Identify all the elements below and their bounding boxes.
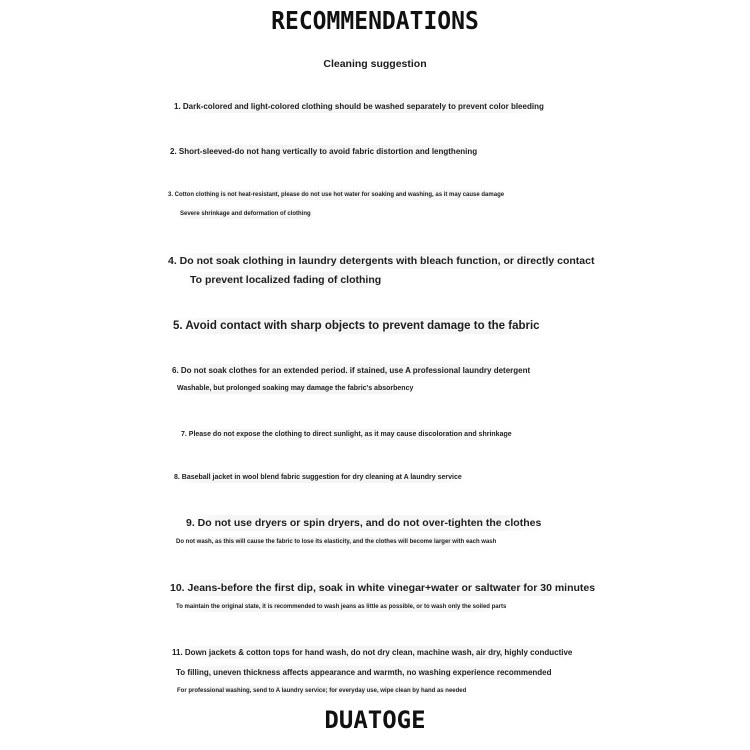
recommendation-6-line-1: 6. Do not soak clothes for an extended period. if stained, use A professional laundry detergent (168, 364, 534, 377)
section-subtitle: Cleaning suggestion (323, 58, 427, 70)
recommendation-1-line-1: 1. Dark-colored and light-colored clothing should be washed separately to prevent color bleeding (170, 100, 548, 113)
recommendation-5-line-1: 5. Avoid contact with sharp objects to prevent damage to the fabric (169, 318, 544, 334)
recommendation-4-line-2: To prevent localized fading of clothing (186, 272, 385, 288)
recommendation-7-line-1: 7. Please do not expose the clothing to direct sunlight, as it may cause discoloration and shrinkage (177, 429, 516, 440)
brand-name: DUATOGE (324, 706, 426, 734)
recommendation-3-line-1: 3. Cotton clothing is not heat-resistant, please do not use hot water for soaking and washing, as it may cause damage (164, 190, 508, 200)
recommendation-11-line-1: 11. Down jackets & cotton tops for hand wash, do not dry clean, machine wash, air dry, highly conductive (168, 646, 576, 659)
recommendation-3-line-2: Severe shrinkage and deformation of clothing (176, 209, 315, 219)
recommendation-6-line-2: Washable, but prolonged soaking may damage the fabric's absorbency (173, 383, 417, 394)
recommendation-9-line-2: Do not wash, as this will cause the fabric to lose its elasticity, and the clothes will become larger with each wash (172, 537, 500, 547)
recommendation-10-line-2: To maintain the original state, it is recommended to wash jeans as little as possible, or to wash only the soiled parts (172, 602, 510, 612)
recommendation-4-line-1: 4. Do not soak clothing in laundry detergents with bleach function, or directly contact (164, 253, 598, 269)
page-title: RECOMMENDATIONS (271, 6, 479, 35)
recommendation-2-line-1: 2. Short-sleeved-do not hang vertically to avoid fabric distortion and lengthening (166, 145, 481, 158)
recommendation-11-line-2: To filling, uneven thickness affects appearance and warmth, no washing experience recommended (172, 666, 556, 679)
recommendation-11-line-3: For professional washing, send to A laundry service; for everyday use, wipe clean by hand as needed (173, 686, 470, 696)
recommendation-10-line-1: 10. Jeans-before the first dip, soak in white vinegar+water or saltwater for 30 minutes (166, 580, 599, 596)
recommendation-9-line-1: 9. Do not use dryers or spin dryers, and do not over-tighten the clothes (182, 515, 545, 531)
recommendation-8-line-1: 8. Baseball jacket in wool blend fabric suggestion for dry cleaning at A laundry service (170, 472, 466, 483)
